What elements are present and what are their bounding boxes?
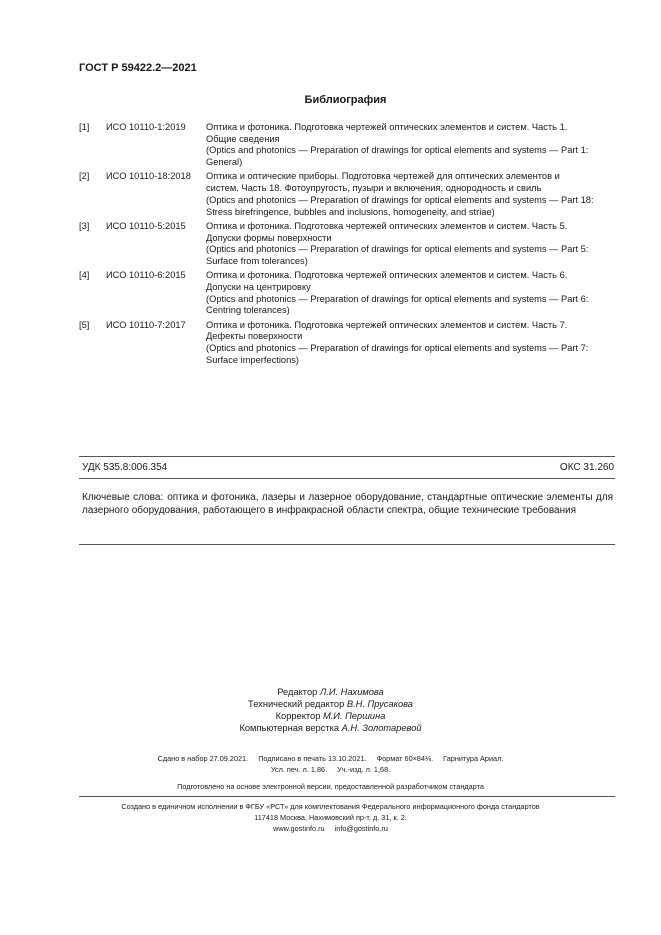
credit-tech-editor-name: В.Н. Прусакова — [346, 699, 413, 709]
entry-line: Оптика и фотоника. Подготовка чертежей оптических элементов и систем. Часть 1. — [206, 122, 568, 132]
credit-layout-role: Компьютерная верстка — [239, 723, 340, 733]
credit-corrector-role: Корректор — [275, 711, 321, 721]
imprint-print-info — [0, 753, 661, 775]
entry-line: (Optics and photonics — Preparation of drawings for optical elements and systems — Part 18: — [206, 194, 594, 205]
credit-layout — [0, 722, 661, 734]
entry-text — [206, 171, 615, 218]
imprint-submitted: Сдано в набор 27.09.2021. — [157, 754, 249, 763]
entry-number: [2] — [79, 171, 90, 182]
bibliography-entry — [79, 221, 615, 268]
imprint-print-sheets: Усл. печ. л. 1,86. — [270, 765, 328, 774]
entry-standard: ИСО 10110-5:2015 — [106, 220, 186, 231]
entry-text — [206, 221, 615, 268]
entry-line: Оптика и фотоника. Подготовка чертежей оптических элементов и систем. Часть 6. — [206, 270, 568, 281]
udk-code: УДК 535.8:006.354 — [82, 462, 168, 473]
keywords-block — [82, 491, 613, 518]
imprint-prepared: Подготовлено на основе электронной версии, предоставленной разработчиком стандарта — [177, 782, 484, 791]
bibliography-entry — [79, 122, 615, 169]
imprint-signed: Подписано в печать 13.10.2021. — [258, 754, 367, 763]
divider-top — [79, 456, 615, 457]
entry-number: [4] — [79, 270, 90, 281]
entry-standard: ИСО 10110-6:2015 — [106, 270, 186, 281]
credit-tech-editor — [0, 698, 661, 710]
entry-line: (Optics and photonics — Preparation of drawings for optical elements and systems — Part 6: — [206, 293, 589, 304]
entry-standard: ИСО 10110-18:2018 — [106, 171, 191, 182]
imprint-typeface: Гарнитура Ариал. — [443, 754, 504, 763]
bibliography-title: Библиография — [304, 94, 387, 106]
document-code: ГОСТ Р 59422.2—2021 — [79, 62, 197, 74]
divider-middle — [79, 478, 615, 479]
oks-code: ОКС 31.260 — [559, 462, 614, 473]
entry-line: Оптика и оптические приборы. Подготовка чертежей для оптических элементов и — [206, 171, 560, 182]
credit-editor-role: Редактор — [277, 687, 318, 697]
entry-line: Оптика и фотоника. Подготовка чертежей оптических элементов и систем. Часть 5. — [206, 220, 568, 231]
bibliography-list — [79, 122, 615, 369]
divider-imprint — [79, 796, 615, 797]
credit-editor-name: Л.И. Нахимова — [319, 687, 384, 697]
entry-number: [3] — [79, 220, 90, 231]
entry-text — [206, 270, 615, 317]
entry-line: Допуски на центрировку — [206, 281, 311, 292]
entry-line: Stress birefringence, bubbles and inclusions, homogeneity, and striae) — [206, 206, 495, 217]
imprint-format: Формат 60×84⅛. — [376, 754, 434, 763]
entry-standard: ИСО 10110-1:2019 — [106, 122, 186, 132]
credit-corrector — [0, 710, 661, 722]
credit-layout-name: А.Н. Золотаревой — [341, 723, 422, 733]
bibliography-entry — [79, 320, 615, 367]
bibliography-heading — [0, 94, 661, 106]
entry-line: Дефекты поверхности — [206, 331, 303, 342]
entry-number: [5] — [79, 319, 90, 330]
entry-text — [206, 122, 615, 169]
bibliography-entry — [79, 270, 615, 317]
entry-line: General) — [206, 157, 243, 168]
entry-number: [1] — [79, 122, 90, 132]
divider-bottom — [79, 544, 615, 545]
imprint-website-link[interactable]: www.gostinfo.ru — [273, 824, 325, 833]
credit-corrector-name: М.И. Першина — [322, 711, 386, 721]
entry-line: Общие сведения — [206, 133, 280, 144]
entry-line: систем. Часть 18. Фотоупругость, пузыри и включения, однородность и свиль — [206, 183, 542, 194]
keywords-label: Ключевые слова: — [82, 492, 164, 503]
entry-text — [206, 320, 615, 367]
entry-standard: ИСО 10110-7:2017 — [106, 319, 186, 330]
imprint-address: 117418 Москва, Нахимовский пр-т, д. 31, к. 2. — [254, 813, 407, 822]
imprint-email-link[interactable]: info@gostinfo.ru — [334, 824, 388, 833]
credit-tech-editor-role: Технический редактор — [248, 699, 345, 709]
keywords-text: оптика и фотоника, лазеры и лазерное оборудование, стандартные оптические элементы для лазерного оборудования, работающего в инфракрасной области спектра, общие технические требования — [82, 492, 614, 517]
imprint-edition-sheets: Уч.-изд. л. 1,68. — [337, 765, 391, 774]
entry-line: (Optics and photonics — Preparation of drawings for optical elements and systems — Part 1: — [206, 145, 589, 156]
entry-line: Centring tolerances) — [206, 305, 290, 316]
entry-line: Surface from tolerances) — [206, 255, 308, 266]
entry-line: Оптика и фотоника. Подготовка чертежей оптических элементов и систем. Часть 7. — [206, 319, 568, 330]
credits-block — [0, 686, 661, 734]
bibliography-entry — [79, 171, 615, 218]
imprint-publisher — [0, 801, 661, 834]
entry-line: Surface imperfections) — [206, 354, 300, 365]
entry-line: Допуски формы поверхности — [206, 232, 332, 243]
entry-line: (Optics and photonics — Preparation of drawings for optical elements and systems — Part 5: — [206, 244, 589, 255]
credit-editor — [0, 686, 661, 698]
entry-line: (Optics and photonics — Preparation of drawings for optical elements and systems — Part 7: — [206, 343, 589, 354]
imprint-created: Создано в единичном исполнении в ФГБУ «РСТ» для комплектования Федерального информационного фонда стандартов — [121, 802, 540, 811]
